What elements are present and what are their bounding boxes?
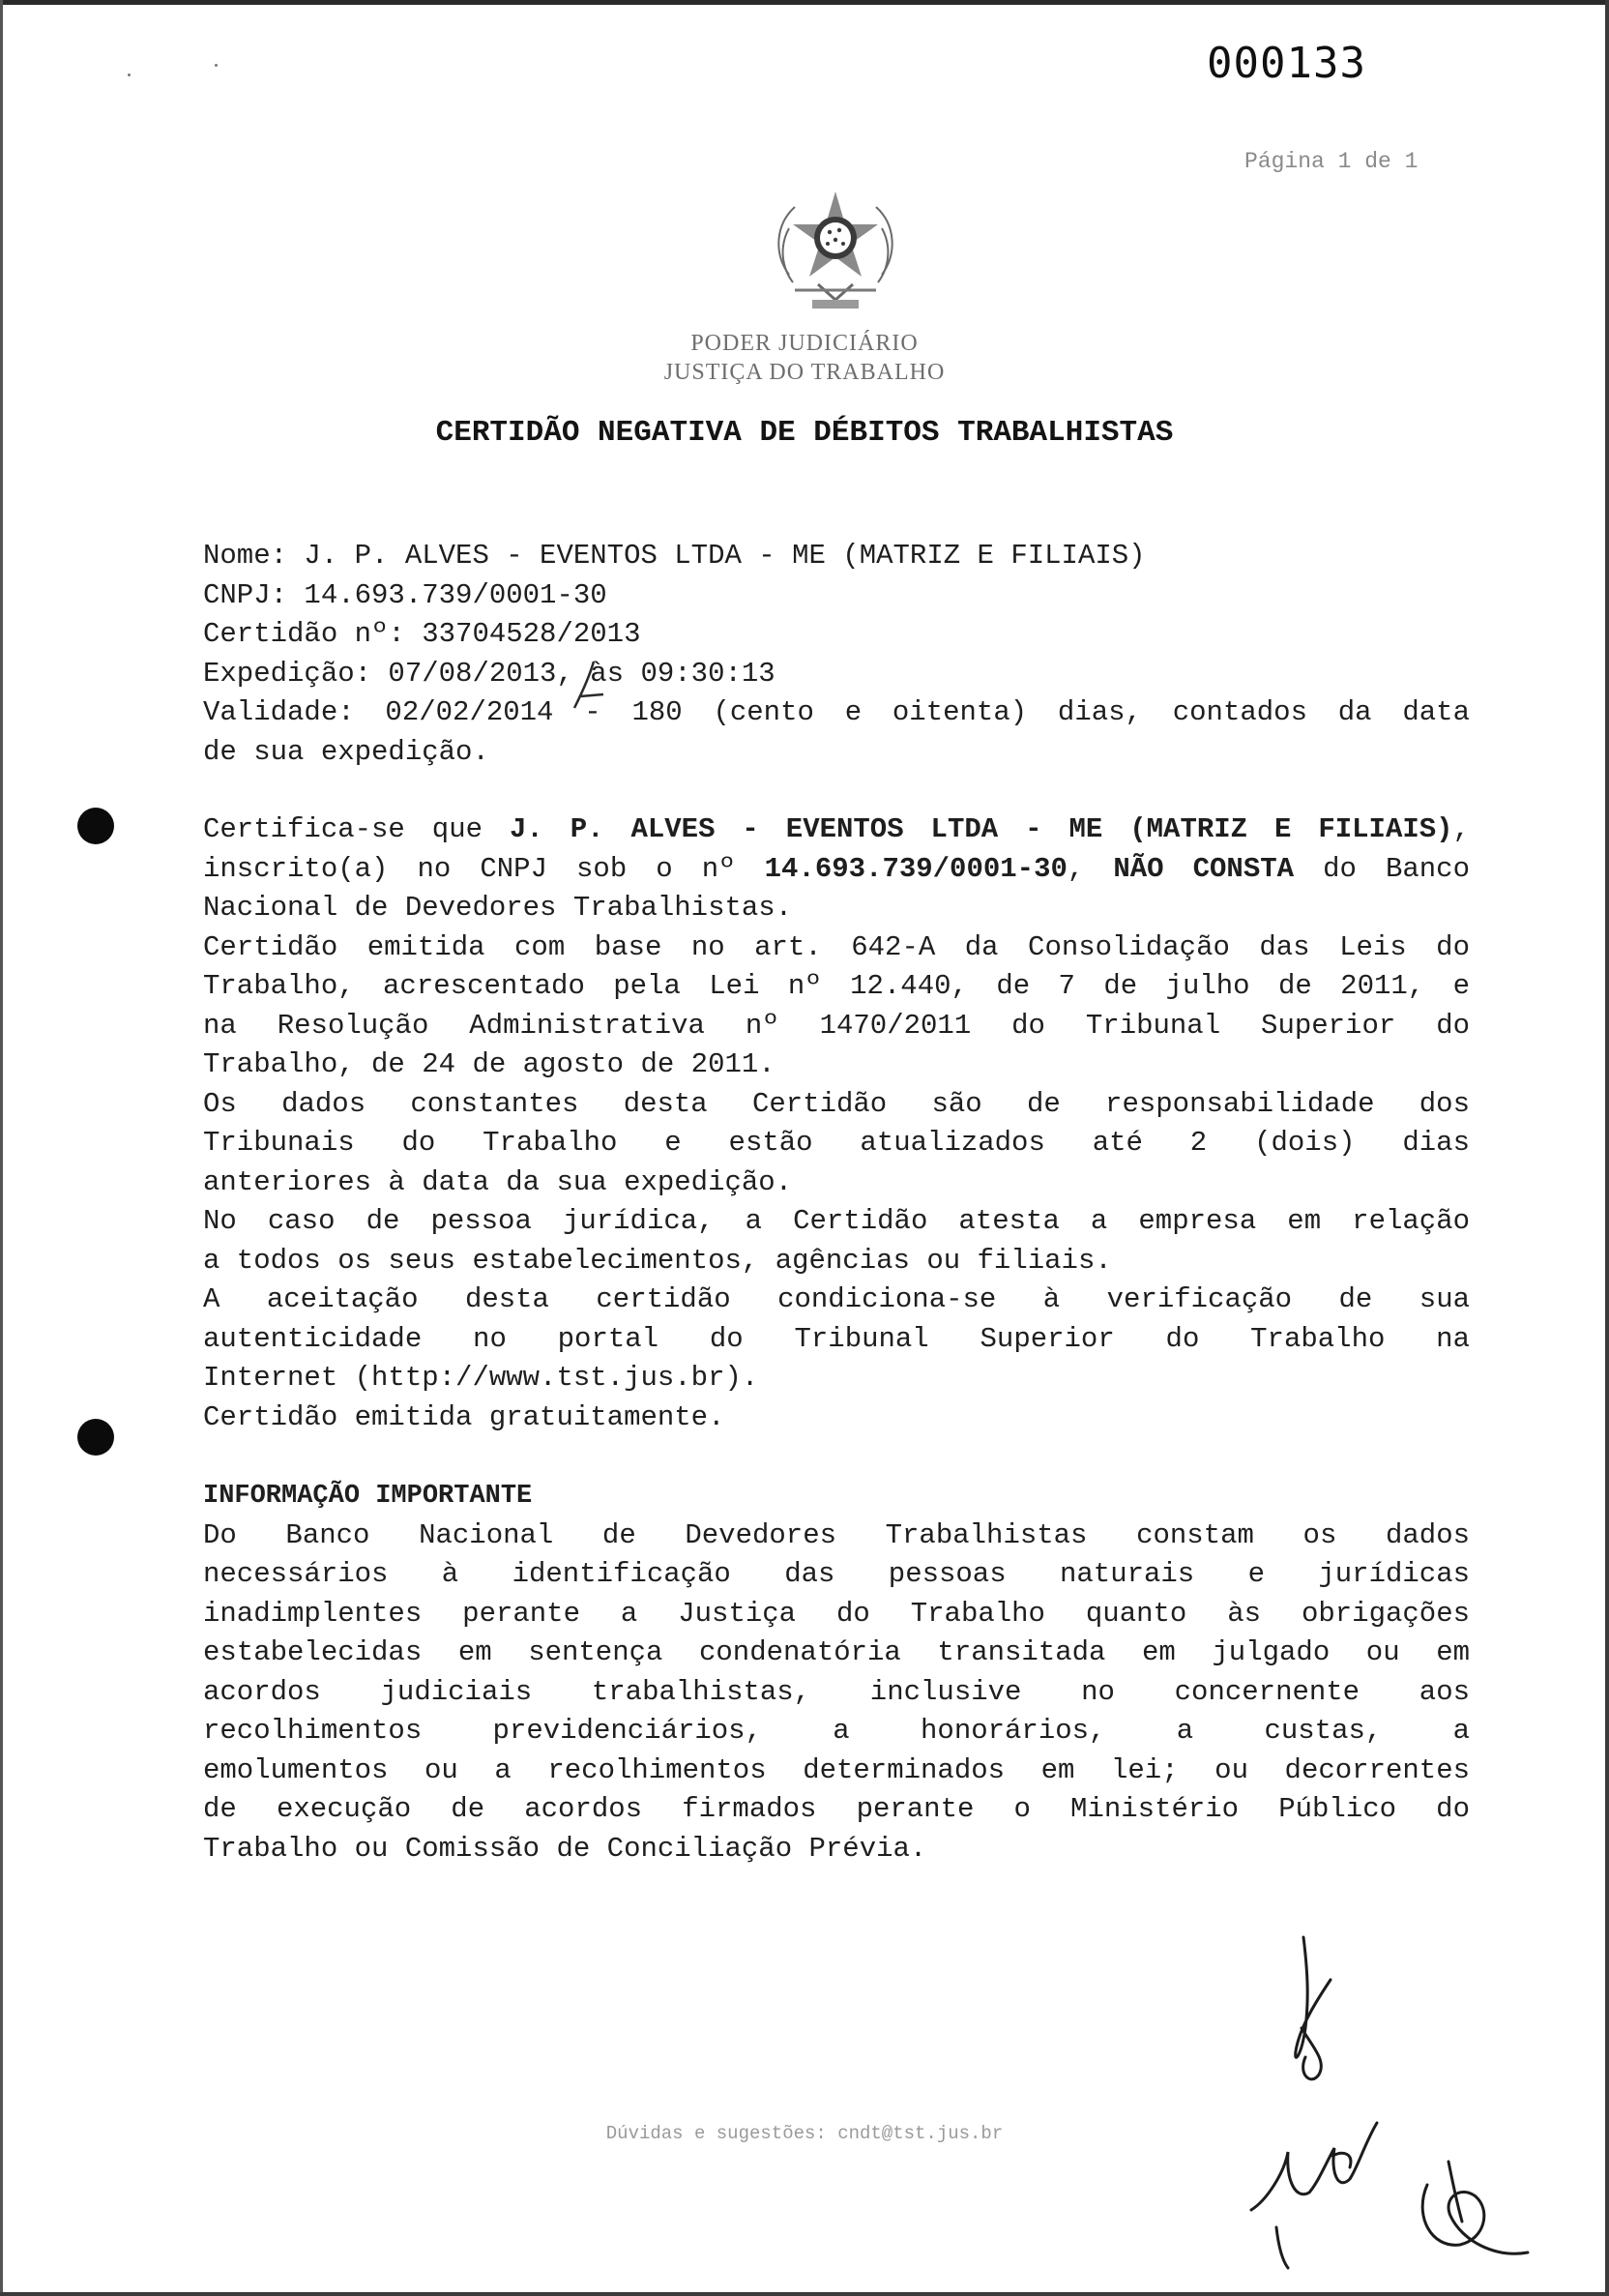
detail-expedicao: Expedição: 07/08/2013, às 09:30:13 [203,657,775,690]
info-line: estabelecidas em sentença condenatória transitada em julgado ou em [203,1636,1470,1668]
scan-speck [128,74,131,76]
org-line-justica-do-trabalho: JUSTIÇA DO TRABALHO [663,360,946,385]
cert-line-1 [203,810,1470,850]
info-line: recolhimentos previdenciários, a honorários, a custas, a [203,1715,1470,1747]
para2-line: na Resolução Administrativa nº 1470/2011 do Tribunal Superior do [203,1009,1470,1042]
scan-speck [215,64,218,67]
detail-validade-cont: de sua expedição. [203,735,489,768]
certificate-body [203,810,1470,1437]
certificate-details [203,537,1470,772]
para2-line: Trabalho, acrescentado pela Lei nº 12.440, de 7 de julho de 2011, e [203,970,1470,1002]
org-line-poder-judiciario: PODER JUDICIÁRIO [690,331,919,356]
detail-nome: Nome: J. P. ALVES - EVENTOS LTDA - ME (MATRIZ E FILIAIS) [203,540,1146,572]
para6-line: Certidão emitida gratuitamente. [203,1400,725,1433]
cert-punct: , [1452,813,1470,845]
info-line: de execução de acordos firmados perante o Ministério Público do [203,1793,1470,1825]
brazil-coat-of-arms-icon [768,186,903,321]
para3-line: Os dados constantes desta Certidão são de responsabilidade dos [203,1087,1470,1120]
page-count: Página 1 de 1 [1244,149,1419,174]
para5-line: autenticidade no portal do Tribunal Superior do Trabalho na [203,1322,1470,1355]
detail-cnpj: CNPJ: 14.693.739/0001-30 [203,578,607,611]
para5-line: A aceitação desta certidão condiciona-se à verificação de sua [203,1283,1470,1315]
detail-certidao: Certidão nº: 33704528/2013 [203,618,641,650]
info-heading: INFORMAÇÃO IMPORTANTE [203,1482,533,1511]
important-info [203,1477,1470,1869]
detail-validade: Validade: 02/02/2014 - 180 (cento e oitenta) dias, contados da data [203,696,1470,728]
scan-edge-bottom [0,2292,1609,2296]
document-title: CERTIDÃO NEGATIVA DE DÉBITOS TRABALHISTAS [435,416,1174,450]
handwritten-signature-icon [1238,1920,1547,2292]
validity-mark-icon [561,658,619,725]
para3-line: anteriores à data da sua expedição. [203,1165,793,1198]
para4-line: No caso de pessoa jurídica, a Certidão atesta a empresa em relação [203,1205,1470,1237]
page-stamp-number: 000133 [1207,39,1366,88]
para4-line: a todos os seus estabelecimentos, agências ou filiais. [203,1244,1112,1277]
para2-line: Certidão emitida com base no art. 642-A da Consolidação das Leis do [203,930,1470,963]
status-nao-consta: NÃO CONSTA [1113,852,1295,885]
cert-line-2 [203,850,1470,890]
cert-banco: do Banco [1323,852,1470,885]
cert-punct: , [1067,852,1085,885]
info-line: Do Banco Nacional de Devedores Trabalhistas constam os dados [203,1518,1470,1551]
punch-hole [77,1419,114,1456]
info-line: necessários à identificação das pessoas naturais e jurídicas [203,1558,1470,1590]
scan-edge-top [0,0,1609,5]
company-cnpj: 14.693.739/0001-30 [764,852,1068,885]
cert-line-3: Nacional de Devedores Trabalhistas. [203,892,793,924]
footer-contact: Dúvidas e sugestões: cndt@tst.jus.br [605,2123,1004,2144]
info-line: emolumentos ou a recolhimentos determinados em lei; ou decorrentes [203,1753,1470,1786]
punch-hole [77,808,114,844]
cert-intro: Certifica-se que [203,813,483,845]
para2-line: Trabalho, de 24 de agosto de 2011. [203,1048,775,1080]
info-line: inadimplentes perante a Justiça do Trabalho quanto às obrigações [203,1597,1470,1630]
company-name: J. P. ALVES - EVENTOS LTDA - ME (MATRIZ E FILIAIS) [509,813,1453,845]
info-line: acordos judiciais trabalhistas, inclusive no concernente aos [203,1675,1470,1708]
info-line: Trabalho ou Comissão de Conciliação Prévia. [203,1832,927,1865]
para5-line: Internet (http://www.tst.jus.br). [203,1362,759,1394]
para3-line: Tribunais do Trabalho e estão atualizados até 2 (dois) dias [203,1127,1470,1159]
cert-cnpj-label: inscrito(a) no CNPJ sob o nº [203,852,736,885]
